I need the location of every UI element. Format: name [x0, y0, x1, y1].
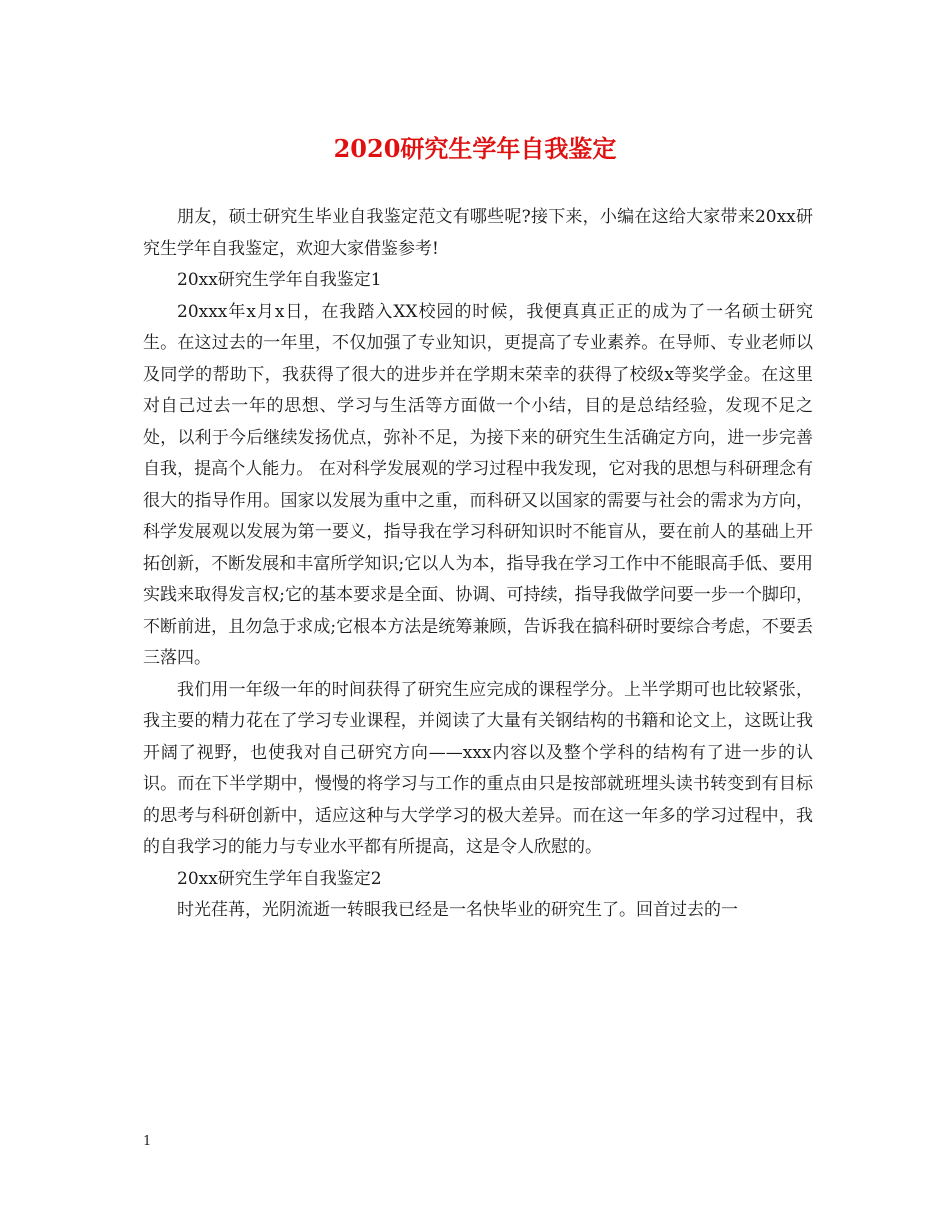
- body-paragraph: 我们用一年级一年的时间获得了研究生应完成的课程学分。上半学期可也比较紧张，我主要的精力花在了学习专业课程，并阅读了大量有关钢结构的书籍和论文上，这既让我开阔了视野，也使我对自己研究方向——xxx内容以及整个学科的结构有了进一步的认识。而在下半学期中，慢慢的将学习与工作的重点由只是按部就班埋头读书转变到有目标的思考与科研创新中，适应这种与大学学习的极大差异。而在这一年多的学习过程中，我的自我学习的能力与专业水平都有所提高，这是令人欣慰的。: [143, 679, 813, 857]
- body-paragraph: 时光荏苒，光阴流逝一转眼我已经是一名快毕业的研究生了。回首过去的一: [177, 900, 738, 920]
- page-title: 2020研究生学年自我鉴定: [333, 134, 617, 163]
- section-heading-2: 20xx研究生学年自我鉴定2: [177, 868, 382, 889]
- body-paragraph: 20xxx年x月x日，在我踏入XX校园的时候，我便真真正正的成为了一名硕士研究生。在这过去的一年里，不仅加强了专业知识，更提高了专业素养。在导师、专业老师以及同学的帮助下，我获得了很大的进步并在学期末荣幸的获得了校级x等奖学金。在这里对自己过去一年的思想、学习与生活等方面做一个小结，目的是总结经验，发现不足之处，以利于今后继续发扬优点，弥补不足，为接下来的研究生生活确定方向，进一步完善自我，提高个人能力。 在对科学发展观的学习过程中我发现，它对我的思想与科研理念有很大的指导作用。国家以发展为重中之重，而科研又以国家的需要与社会的需求为方向，科学发展观以发展为第一要义，指导我在学习科研知识时不能盲从，要在前人的基础上开拓创新，不断发展和丰富所学知识;它以人为本，指导我在学习工作中不能眼高手低、要用实践来取得发言权;它的基本要求是全面、协调、可持续，指导我做学问要一步一个脚印，不断前进，且勿急于求成;它根本方法是统筹兼顾，告诉我在搞科研时要综合考虑，不要丢三落四。: [143, 301, 813, 668]
- document-body: [143, 202, 813, 927]
- page-number: 1: [143, 1134, 152, 1149]
- section-heading-1: 20xx研究生学年自我鉴定1: [177, 270, 382, 290]
- intro-paragraph: 朋友，硕士研究生毕业自我鉴定范文有哪些呢?接下来，小编在这给大家带来20xx研究生学年自我鉴定，欢迎大家借鉴参考!: [143, 207, 813, 259]
